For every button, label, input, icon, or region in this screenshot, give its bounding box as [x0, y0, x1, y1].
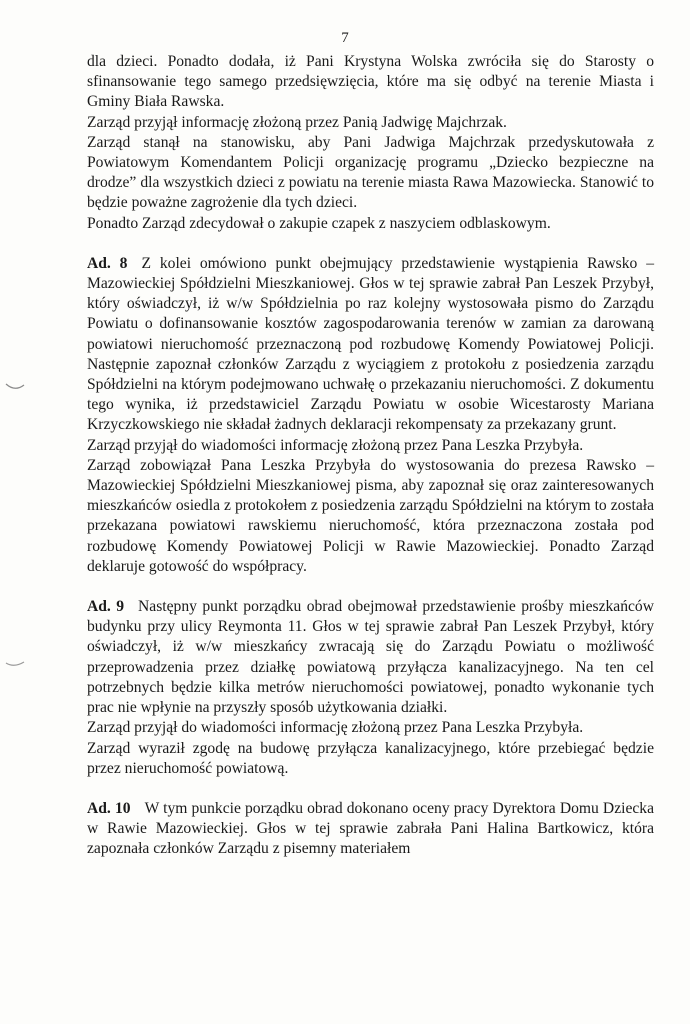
paragraph-text: Następny punkt porządku obrad obejmował przedstawienie prośby mieszkańców budynku przy ulicy Reymonta 11. Głos w tej sprawie zabrał Pan Leszek Przybył, który oświadczył, iż w/w mieszkańcy zwracają się do Zarządu Powiatu o możliwość przeprowadzenia przez działkę powiatową przyłącza kanalizacyjnego. Na ten cel potrzebnych będzie kilka metrów nieruchomości powiatowej, ponadto wykonanie tych prac nie wpłynie na przyszły sposób użytkowania działki.	[87, 598, 654, 717]
paragraph	[87, 718, 654, 738]
paragraph	[87, 214, 654, 234]
paragraph-text: Zarząd przyjął do wiadomości informację złożoną przez Pana Leszka Przybyła.	[87, 719, 584, 737]
paragraph	[87, 436, 654, 456]
agenda-item-label: Ad. 10	[87, 799, 131, 817]
paragraph-text: Zarząd stanął na stanowisku, aby Pani Jadwiga Majchrzak przedyskutowała z Powiatowym Komendantem Policji organizację programu „Dziecko bezpieczne na drodze” dla wszystkich dzieci z powiatu na terenie miasta Rawa Mazowiecka. Stanowić to będzie poważne zagrożenie dla tych dzieci.	[87, 133, 654, 212]
agenda-item-label: Ad. 8	[87, 254, 128, 272]
paragraph	[87, 739, 654, 779]
paragraph-text: Zarząd wyraził zgodę na budowę przyłącza kanalizacyjnego, które przebiegać będzie przez nieruchomość powiatową.	[87, 739, 654, 777]
paragraph-text: Zarząd zobowiązał Pana Leszka Przybyła do wystosowania do prezesa Rawsko – Mazowieckiej Spółdzielni Mieszkaniowej pisma, aby zapoznał się oraz zainteresowanych mieszkańców osiedla z protokołem z posiedzenia zarządu Spółdzielni na którym to została przekazana powiatowi rawskiemu nieruchomość, która przeznaczona została pod rozbudowę Komendy Powiatowej Policji w Rawie Mazowieckiej. Ponadto Zarząd deklaruje gotowość do współpracy.	[87, 456, 654, 575]
page-number: 7	[341, 30, 349, 46]
paragraph-text: Zarząd przyjął do wiadomości informację złożoną przez Pana Leszka Przybyła.	[87, 436, 584, 454]
agenda-item-8	[87, 254, 654, 436]
paragraph	[87, 52, 654, 113]
paragraph-text: Ponadto Zarząd zdecydował o zakupie czapek z naszyciem odblaskowym.	[87, 214, 551, 232]
scan-mark-icon	[4, 382, 26, 392]
paragraph-text: Z kolei omówiono punkt obejmujący przedstawienie wystąpienia Rawsko – Mazowieckiej Spółdzielni Mieszkaniowej. Głos w tej sprawie zabrał Pan Leszek Przybył, który oświadczył, iż w/w Spółdzielnia po raz kolejny wystosowała pismo do Zarządu Powiatu o dofinansowanie kosztów zagospodarowania terenów w zamian za darowaną powiatowi nieruchomość przeznaczoną pod rozbudowę Komendy Powiatowej Policji. Następnie zapoznał członków Zarządu z wyciągiem z protokołu z posiedzenia zarządu Spółdzielni na którym podejmowano uchwałę o przekazaniu nieruchomości. Z dokumentu tego wynika, iż przedstawiciel Zarządu Powiatu w osobie Wicestarosty Mariana Krzyczkowskiego nie składał żadnych deklaracji rekompensaty za przekazany grunt.	[87, 254, 654, 434]
paragraph	[87, 456, 654, 577]
paragraph	[87, 133, 654, 214]
scan-mark-icon	[4, 660, 26, 670]
paragraph	[87, 113, 654, 133]
paragraph-text: W tym punkcie porządku obrad dokonano oceny pracy Dyrektora Domu Dziecka w Rawie Mazowieckiej. Głos w tej sprawie zabrała Pani Halina Bartkowicz, która zapoznała członków Zarządu z pisemny materiałem	[87, 799, 655, 858]
document-body	[87, 52, 654, 860]
agenda-item-9	[87, 597, 654, 718]
agenda-item-label: Ad. 9	[87, 598, 125, 616]
agenda-item-10	[87, 799, 654, 860]
paragraph-text: Zarząd przyjął informację złożoną przez Panią Jadwigę Majchrzak.	[87, 113, 507, 131]
paragraph-text: dla dzieci. Ponadto dodała, iż Pani Krystyna Wolska zwróciła się do Starosty o sfinansowanie tego samego przedsięwzięcia, które ma się odbyć na terenie Miasta i Gminy Biała Rawska.	[87, 53, 654, 111]
